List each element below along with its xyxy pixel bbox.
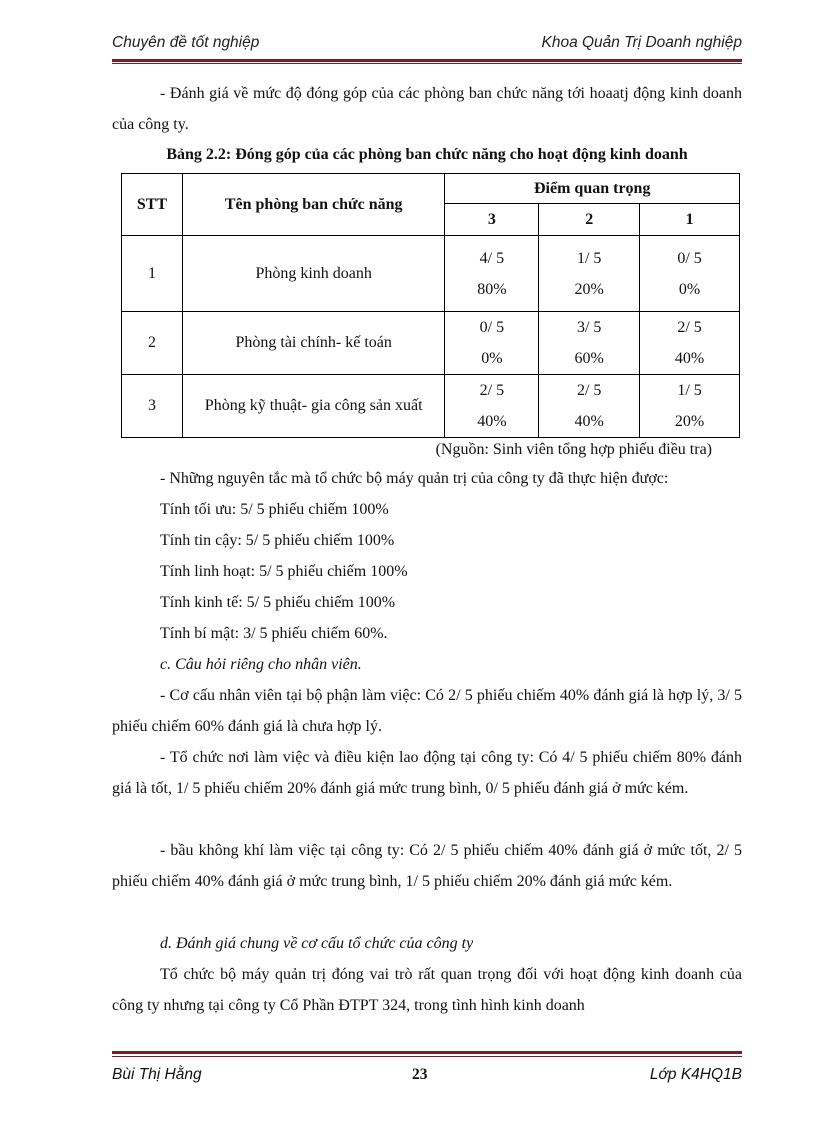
cell-percent: 20% bbox=[574, 280, 604, 298]
cell-percent: 40% bbox=[674, 350, 705, 367]
table-row bbox=[122, 312, 740, 375]
header-rule-thin bbox=[112, 63, 742, 64]
row-cell bbox=[445, 312, 539, 375]
row-stt: 3 bbox=[122, 375, 183, 438]
section-c-heading: c. Câu hỏi riêng cho nhân viên. bbox=[160, 656, 362, 673]
row-cell bbox=[539, 236, 640, 312]
paragraph-c1: - Cơ cấu nhân viên tại bộ phận làm việc: Có 2/ 5 phiếu chiếm 40% đánh giá là hợp lý, 3/ 5 phiếu chiếm 60% đánh giá là chưa hợp lý. bbox=[112, 687, 742, 735]
page-footer bbox=[112, 1066, 742, 1090]
row-cell bbox=[640, 236, 740, 312]
footer-author: Bùi Thị Hằng bbox=[112, 1066, 202, 1083]
cell-ratio: 4/ 5 bbox=[479, 249, 505, 267]
row-name: Phòng tài chính- kế toán bbox=[182, 312, 445, 375]
row-name: Phòng kinh doanh bbox=[182, 236, 445, 312]
cell-ratio: 0/ 5 bbox=[479, 319, 505, 336]
table-row bbox=[122, 236, 740, 312]
cell-ratio: 0/ 5 bbox=[677, 249, 702, 267]
principle-item: Tính kinh tế: 5/ 5 phiếu chiếm 100% bbox=[160, 594, 396, 611]
cell-percent: 40% bbox=[574, 413, 604, 430]
cell-ratio: 3/ 5 bbox=[576, 319, 602, 336]
footer-rule-thin bbox=[112, 1056, 742, 1057]
principle-item: Tính tin cậy: 5/ 5 phiếu chiếm 100% bbox=[160, 532, 395, 549]
footer-rule bbox=[112, 1051, 742, 1054]
cell-percent: 0% bbox=[678, 280, 701, 298]
principles-lead: - Những nguyên tắc mà tổ chức bộ máy quản trị của công ty đã thực hiện được: bbox=[160, 470, 669, 487]
cell-ratio: 2/ 5 bbox=[576, 382, 602, 399]
table-row bbox=[122, 375, 740, 438]
row-cell bbox=[539, 312, 640, 375]
cell-percent: 40% bbox=[477, 413, 507, 430]
cell-percent: 20% bbox=[674, 413, 705, 430]
page-header bbox=[112, 30, 742, 58]
col-header-level-3: 3 bbox=[445, 204, 539, 236]
cell-ratio: 1/ 5 bbox=[576, 249, 602, 267]
col-header-level-2: 2 bbox=[539, 204, 640, 236]
principle-item: Tính bí mật: 3/ 5 phiếu chiếm 60%. bbox=[160, 625, 388, 642]
cell-percent: 0% bbox=[481, 350, 503, 367]
row-cell bbox=[445, 375, 539, 438]
paragraph-d1: Tổ chức bộ máy quản trị đóng vai trò rất quan trọng đối với hoạt động kinh doanh của công ty nhưng tại công ty Cổ Phần ĐTPT 324, trong tình hình kinh doanh bbox=[112, 966, 742, 1014]
cell-percent: 60% bbox=[574, 350, 604, 367]
row-name: Phòng kỹ thuật- gia công sản xuất bbox=[182, 375, 445, 438]
row-cell bbox=[539, 375, 640, 438]
row-cell bbox=[445, 236, 539, 312]
table-source: (Nguồn: Sinh viên tổng hợp phiếu điều tra) bbox=[435, 441, 712, 458]
row-stt: 2 bbox=[122, 312, 183, 375]
page-number: 23 bbox=[412, 1066, 428, 1083]
paragraph-c3: - bầu không khí làm việc tại công ty: Có 2/ 5 phiếu chiếm 40% đánh giá ở mức tốt, 2/ 5 phiếu chiếm 40% đánh giá ở mức trung bình, 1/ 5 phiếu chiếm 20% đánh giá mức kém. bbox=[112, 842, 742, 890]
header-left: Chuyên đề tốt nghiệp bbox=[112, 34, 260, 51]
paragraph-c2: - Tổ chức nơi làm việc và điều kiện lao động tại công ty: Có 4/ 5 phiếu chiếm 80% đánh giá là tốt, 1/ 5 phiếu chiếm 20% đánh giá mức trung bình, 0/ 5 phiếu đánh giá ở mức kém. bbox=[112, 749, 742, 797]
contribution-table bbox=[121, 173, 740, 438]
header-right: Khoa Quản Trị Doanh nghiệp bbox=[541, 34, 742, 51]
col-header-level-1: 1 bbox=[640, 204, 740, 236]
row-stt: 1 bbox=[122, 236, 183, 312]
cell-percent: 80% bbox=[477, 280, 507, 298]
col-header-name: Tên phòng ban chức năng bbox=[182, 174, 445, 236]
intro-paragraph: - Đánh giá về mức độ đóng góp của các phòng ban chức năng tới hoaatj động kinh doanh của công ty. bbox=[112, 85, 742, 133]
cell-ratio: 1/ 5 bbox=[677, 382, 702, 399]
principle-item: Tính tối ưu: 5/ 5 phiếu chiếm 100% bbox=[160, 501, 389, 518]
cell-ratio: 2/ 5 bbox=[677, 319, 702, 336]
section-d-heading: d. Đánh giá chung về cơ cấu tổ chức của công ty bbox=[160, 935, 474, 952]
cell-ratio: 2/ 5 bbox=[479, 382, 505, 399]
table-caption: Bảng 2.2: Đóng góp của các phòng ban chức năng cho hoạt động kinh doanh bbox=[166, 146, 688, 163]
col-header-score: Điểm quan trọng bbox=[445, 174, 740, 204]
header-rule bbox=[112, 59, 742, 62]
row-cell bbox=[640, 312, 740, 375]
footer-class: Lớp K4HQ1B bbox=[649, 1066, 742, 1083]
col-header-stt: STT bbox=[122, 174, 183, 236]
principle-item: Tính linh hoạt: 5/ 5 phiếu chiếm 100% bbox=[160, 563, 408, 580]
row-cell bbox=[640, 375, 740, 438]
